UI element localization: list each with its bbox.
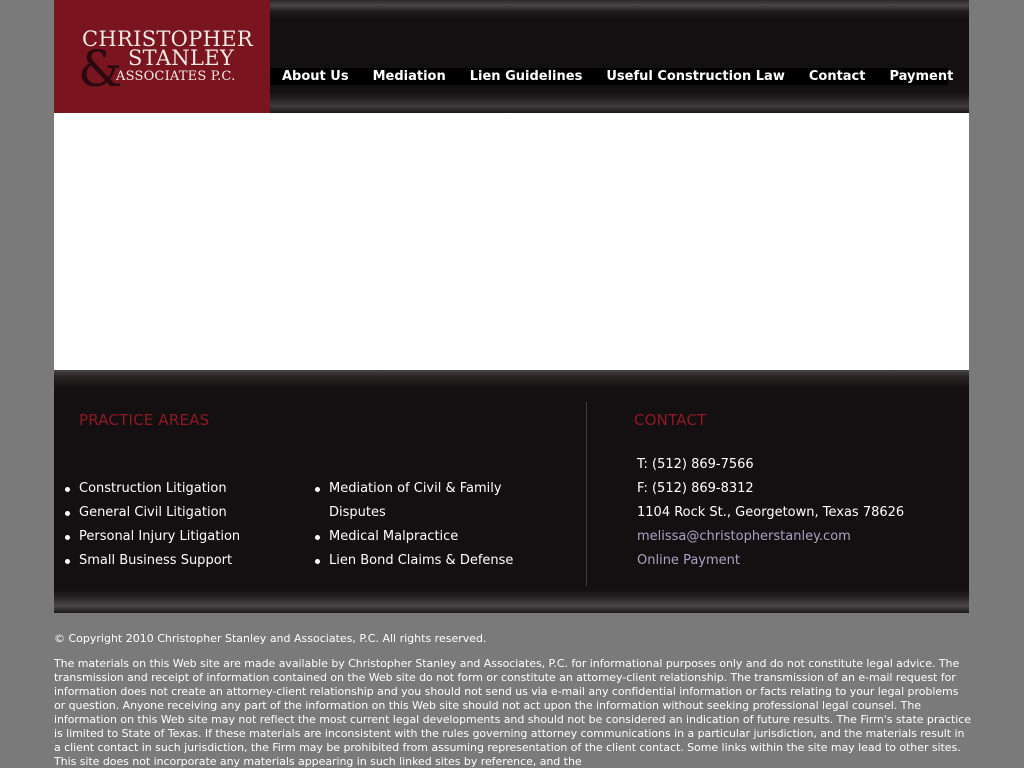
list-item-text: Mediation of Civil & Family — [329, 481, 502, 496]
logo[interactable] — [54, 0, 270, 113]
list-item: Small Business Support — [79, 549, 279, 573]
site-header — [54, 0, 969, 113]
practice-list-left — [79, 477, 279, 573]
nav-item-lien-guidelines[interactable]: Lien Guidelines — [469, 69, 583, 84]
contact-fax: F: (512) 869-8312 — [637, 481, 754, 496]
list-item: General Civil Litigation — [79, 501, 279, 525]
list-item: Personal Injury Litigation — [79, 525, 279, 549]
practice-areas-title: PRACTICE AREAS — [79, 411, 210, 429]
contact-info — [637, 453, 904, 573]
list-item-text-continued: Disputes — [329, 505, 386, 520]
nav-item-payment[interactable]: Payment — [889, 69, 954, 84]
nav-item-contact[interactable]: Contact — [808, 69, 866, 84]
header-bar — [270, 0, 969, 113]
nav-item-about-us[interactable]: About Us — [282, 69, 349, 84]
practice-list-right — [329, 477, 529, 573]
info-panel — [54, 370, 969, 613]
list-item: Medical Malpractice — [329, 525, 529, 549]
nav-item-useful-construction-law[interactable]: Useful Construction Law — [606, 69, 785, 84]
list-item — [329, 477, 529, 525]
list-item: Lien Bond Claims & Defense — [329, 549, 529, 573]
contact-title: CONTACT — [634, 411, 707, 429]
column-divider — [586, 402, 587, 586]
nav-item-mediation[interactable]: Mediation — [372, 69, 446, 84]
hero-content-area — [54, 113, 969, 370]
contact-phone: T: (512) 869-7566 — [637, 457, 754, 472]
online-payment-link[interactable]: Online Payment — [637, 553, 740, 568]
legal-disclaimer: The materials on this Web site are made available by Christopher Stanley and Associates, P.C. for informational purposes only and do not constitute legal advice. The transmission and receipt of information contained on the Web site do not form or constitute an attorney-client relationship. The transmission of an e-mail request for information does not create an attorney-client relationship and you should not send us via e-mail any confidential information or facts relating to your legal problems or question. Anyone receiving any part of the information on this Web site should not act upon the information without seeking professional legal counsel. The information on this Web site may not reflect the most current legal developments and should not be considered an indication of future results. The Firm's state practice is limited to State of Texas. If these materials are inconsistent with the rules governing attorney communications in a particular jurisdiction, and the materials result in a client contact in such jurisdiction, the Firm may be prohibited from assuming representation of the client contact. Some links within the site may lead to other sites. This site does not incorporate any materials appearing in such linked sites by reference, and the — [54, 657, 971, 768]
logo-ampersand: & — [78, 40, 123, 98]
site-container — [54, 0, 969, 613]
logo-line-stanley: STANLEY — [128, 46, 235, 70]
list-item: Construction Litigation — [79, 477, 279, 501]
contact-address: 1104 Rock St., Georgetown, Texas 78626 — [637, 505, 905, 520]
main-nav — [270, 68, 954, 85]
contact-email-link[interactable]: melissa@christopherstanley.com — [637, 529, 851, 544]
copyright-text: © Copyright 2010 Christopher Stanley and Associates, P.C. All rights reserved. — [54, 632, 487, 645]
logo-line-christopher: CHRISTOPHER — [82, 27, 253, 51]
logo-line-associates: ASSOCIATES P.C. — [116, 69, 236, 84]
